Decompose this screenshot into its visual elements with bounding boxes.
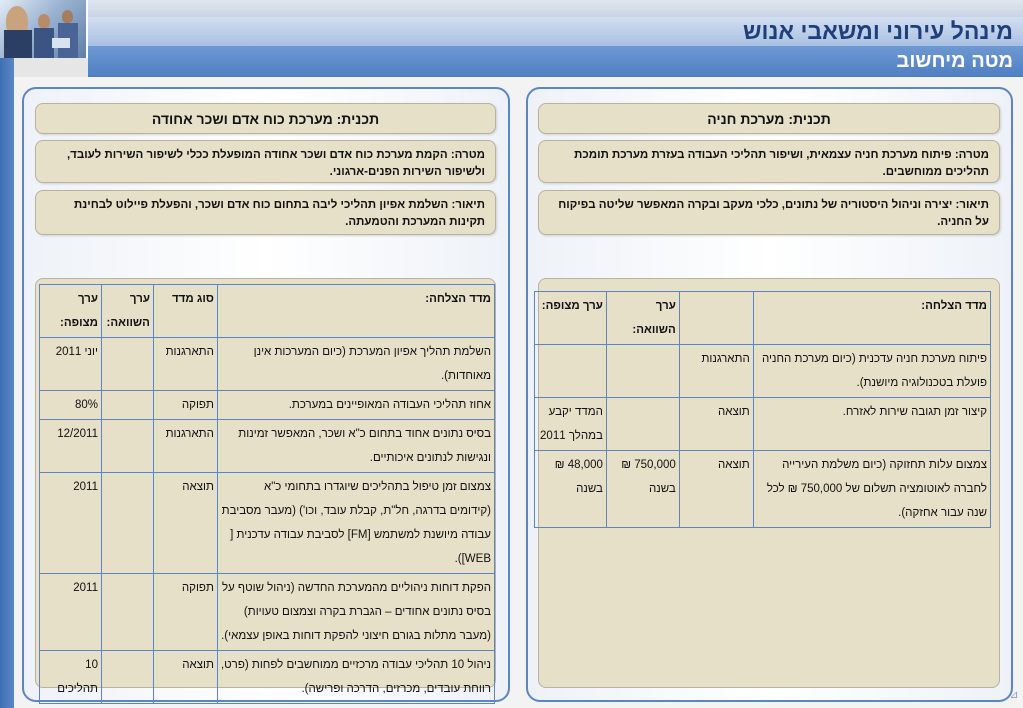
cell-expected: 2011 [40,574,102,651]
cell-measure: צמצום זמן טיפול בתהליכים שיוגדרו בתחומי כ"א (קידומים בדרגה, חל"ת, קבלת עובד, וכו') (מעבר מסביבת עבודה מיושנת למשתמש [FM] לסביבת עבודה עדכנית [ WEB]). [217,473,494,574]
col-header-expected: ערך מצופה: [40,285,102,338]
table-row [40,420,495,473]
cell-compare [101,338,153,391]
table-row [535,398,991,451]
cell-measure: השלמת תהליך אפיון המערכת (כיום המערכות אינן מאוחדות). [217,338,494,391]
cell-type: תוצאה [153,651,217,704]
side-stripe [0,58,14,708]
table-row [40,473,495,574]
page-title: מינהל עירוני ומשאבי אנוש [743,18,1013,44]
cell-measure: אחוז תהליכי העבודה המאופיינים במערכת. [217,391,494,420]
cell-type: תוצאה [153,473,217,574]
cell-type: התארגנות [153,420,217,473]
cell-compare: 750,000 ₪ בשנה [606,451,679,528]
cell-compare [606,345,679,398]
col-header-expected: ערך מצופה: [535,292,607,345]
table-row [535,345,991,398]
col-header-type: סוג מדד [153,285,217,338]
cell-expected: 48,000 ₪ בשנה [535,451,607,528]
cell-measure: ניהול 10 תהליכי עבודה מרכזיים ממוחשבים לפחות (פרט, רווחת עובדים, מכרזים, הדרכה ופרישה). [217,651,494,704]
hr-goal: מטרה: הקמת מערכת כוח אדם ושכר אחודה המופעלת ככלי לשיפור השירות לעובד, ולשיפור השירות הפנים-ארגוני. [35,140,496,183]
cell-measure: קיצור זמן תגובה שירות לאזרח. [753,398,990,451]
cell-expected: יוני 2011 [40,338,102,391]
parking-goal: מטרה: פיתוח מערכת חניה עצמאית, ושיפור תהליכי העבודה בעזרת מערכת תומכת תהליכים ממוחשבים. [538,140,1000,183]
col-header-measure: מדד הצלחה: [217,285,494,338]
parking-table [534,291,991,528]
cell-type: תפוקה [153,391,217,420]
cell-type: תוצאה [679,398,753,451]
cell-compare [101,651,153,704]
header-photo [0,0,88,58]
subtitle-bar [88,46,1023,77]
cell-compare [101,574,153,651]
cell-expected: המדד יקבע במהלך 2011 [535,398,607,451]
cell-compare [101,420,153,473]
cell-compare [101,391,153,420]
cell-measure: פיתוח מערכת חניה עדכנית (כיום מערכת החניה פועלת בטכנולוגיה מיושנת). [753,345,990,398]
cell-measure: צמצום עלות תחזוקה (כיום משלמת העירייה לחברה לאוטומציה תשלום של 750,000 ₪ לכל שנה עבור אחזקה). [753,451,990,528]
table-row [40,391,495,420]
cell-expected: 10 תהליכים [40,651,102,704]
cell-measure: בסיס נתונים אחוד בתחום כ"א ושכר, המאפשר זמינות ונגישות לנתונים איכותיים. [217,420,494,473]
page-subtitle: מטה מיחשוב [896,50,1013,72]
hr-table [39,284,495,704]
table-header-row [535,292,991,345]
cell-type: תפוקה [153,574,217,651]
cell-measure: הפקת דוחות ניהוליים מהמערכת החדשה (ניהול שוטף על בסיס נתונים אחודים – הגברת בקרה וצמצום טעויות) (מעבר מתלות בגורם חיצוני להפקת דוחות באופן עצמאי). [217,574,494,651]
parking-program-title: תכנית: מערכת חניה [538,103,1000,134]
cell-expected: 80% [40,391,102,420]
col-header-compare: ערך השוואה: [101,285,153,338]
top-band [0,0,1023,17]
cell-expected: 2011 [40,473,102,574]
slide-nav-icon[interactable]: ⊿ [1009,689,1019,701]
table-row [40,574,495,651]
cell-type: התארגנות [153,338,217,391]
cell-compare [606,398,679,451]
col-header-type [679,292,753,345]
hr-description: תיאור: השלמת אפיון תהליכי ליבה בתחום כוח אדם ושכר, והפעלת פיילוט לבחינת תקינות המערכת והטמעתה. [35,190,496,235]
parking-description: תיאור: יצירה וניהול היסטוריה של נתונים, כלכי מעקב ובקרה המאפשר שליטה בפיקוח על החניה. [538,190,1000,235]
hr-program-title: תכנית: מערכת כוח אדם ושכר אחודה [35,103,496,134]
col-header-measure: מדד הצלחה: [753,292,990,345]
table-row [40,338,495,391]
table-row [40,651,495,704]
cell-type: תוצאה [679,451,753,528]
col-header-compare: ערך השוואה: [606,292,679,345]
cell-type: התארגנות [679,345,753,398]
cell-compare [101,473,153,574]
cell-expected: 12/2011 [40,420,102,473]
table-header-row [40,285,495,338]
cell-expected [535,345,607,398]
table-row [535,451,991,528]
